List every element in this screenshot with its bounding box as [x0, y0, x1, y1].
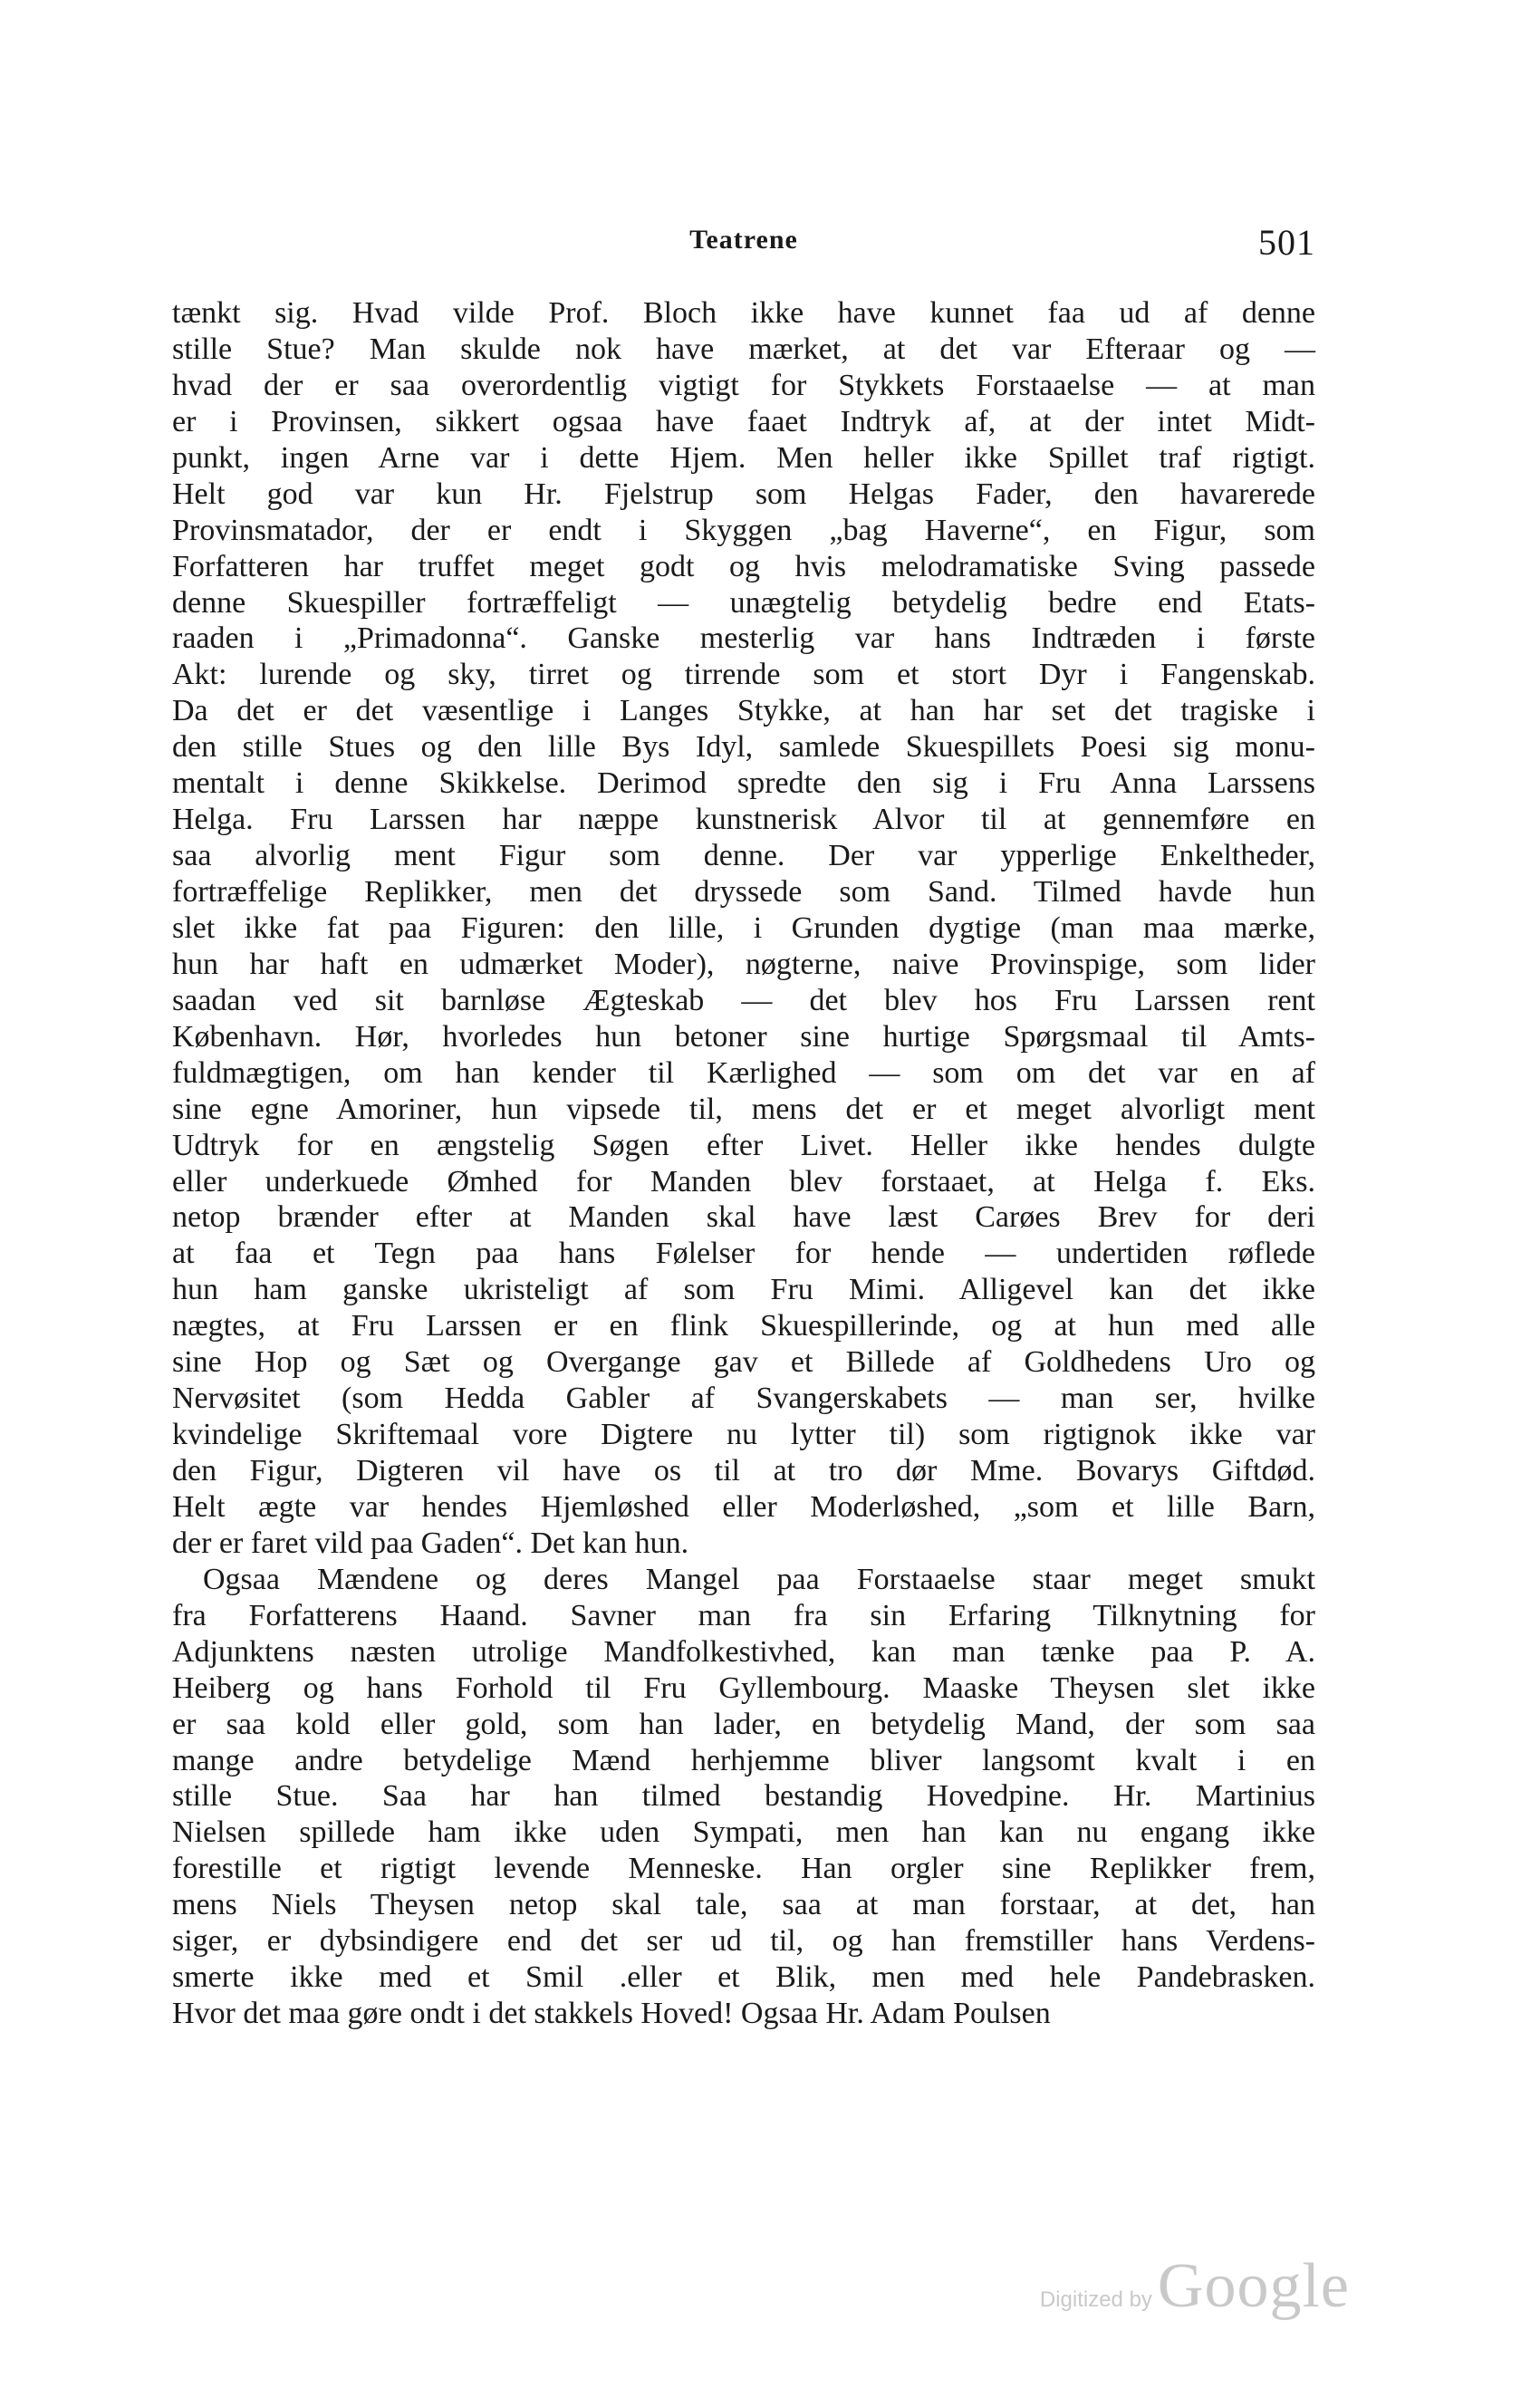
text-line: sine Hop og Sæt og Overgange gav et Billede af Goldhedens Uro og — [172, 1345, 1315, 1380]
text-line: raaden i „Primadonna“. Ganske mesterlig var hans Indtræden i første — [172, 621, 1315, 656]
text-line: tænkt sig. Hvad vilde Prof. Bloch ikke have kunnet faa ud af denne — [172, 296, 1315, 330]
running-title: Teatrene — [689, 225, 798, 255]
text-line: stille Stue? Man skulde nok have mærket, at det var Efteraar og — — [172, 332, 1315, 366]
text-line: kvindelige Skriftemaal vore Digtere nu lytter til) som rigtignok ikke var — [172, 1418, 1315, 1452]
watermark-prefix: Digitized by — [1039, 2287, 1152, 2312]
text-line: Helga. Fru Larssen har næppe kunstnerisk Alvor til at gennemføre en — [172, 803, 1315, 837]
text-line: mange andre betydelige Mænd herhjemme bliver langsomt kvalt i en — [172, 1743, 1315, 1777]
text-line: Heiberg og hans Forhold til Fru Gyllembourg. Maaske Theysen slet ikke — [172, 1670, 1315, 1705]
text-line: Ogsaa Mændene og deres Mangel paa Forstaaelse staar meget smukt — [203, 1562, 1315, 1596]
text-line: fra Forfatterens Haand. Savner man fra sin Erfaring Tilknytning for — [172, 1598, 1315, 1632]
running-head — [172, 221, 1315, 272]
text-line: Adjunktens næsten utrolige Mandfolkestivhed, kan man tænke paa P. A. — [172, 1634, 1315, 1669]
text-line: Helt god var kun Hr. Fjelstrup som Helgas Fader, den havarerede — [172, 477, 1315, 511]
text-line: der er faret vild paa Gaden“. Det kan hun. — [172, 1526, 689, 1560]
google-logo-text: Google — [1157, 2251, 1350, 2321]
text-line: nægtes, at Fru Larssen er en flink Skuespillerinde, og at hun med alle — [172, 1309, 1315, 1343]
text-line: Da det er det væsentlige i Langes Stykke, at han har set det tragiske i — [172, 694, 1315, 728]
text-line: Helt ægte var hendes Hjemløshed eller Moderløshed, „som et lille Barn, — [172, 1489, 1315, 1524]
text-line: Akt: lurende og sky, tirret og tirrende som et stort Dyr i Fangenskab. — [172, 658, 1315, 692]
text-line: hun ham ganske ukristeligt af som Fru Mimi. Alligevel kan det ikke — [172, 1273, 1315, 1307]
digitized-by-google-watermark — [1040, 2250, 1350, 2323]
text-line: sine egne Amoriner, hun vipsede til, mens det er et meget alvorligt ment — [172, 1092, 1315, 1126]
text-line: mentalt i denne Skikkelse. Derimod spredte den sig i Fru Anna Larssens — [172, 766, 1315, 801]
text-line: Nervøsitet (som Hedda Gabler af Svangerskabets — man ser, hvilke — [172, 1382, 1315, 1416]
text-line: Hvor det maa gøre ondt i det stakkels Hoved! Ogsaa Hr. Adam Poulsen — [172, 1997, 1051, 2031]
text-line: saa alvorlig ment Figur som denne. Der var ypperlige Enkeltheder, — [172, 839, 1315, 873]
text-line: Udtryk for en ængstelig Søgen efter Livet. Heller ikke hendes dulgte — [172, 1128, 1315, 1162]
text-line: forestille et rigtigt levende Menneske. Han orgler sine Replikker frem, — [172, 1852, 1315, 1886]
paragraph — [172, 295, 1315, 1562]
text-line: netop brænder efter at Manden skal have læst Carøes Brev for deri — [172, 1200, 1315, 1235]
body-text — [172, 295, 1315, 2032]
text-line: hvad der er saa overordentlig vigtigt for Stykkets Forstaaelse — at man — [172, 368, 1315, 402]
text-line: at faa et Tegn paa hans Følelser for hende — undertiden røflede — [172, 1237, 1315, 1271]
text-line: fuldmægtigen, om han kender til Kærlighed — som om det var en af — [172, 1055, 1315, 1090]
text-line: mens Niels Theysen netop skal tale, saa at man forstaar, at det, han — [172, 1888, 1315, 1922]
text-line: saadan ved sit barnløse Ægteskab — det blev hos Fru Larssen rent — [172, 983, 1315, 1017]
text-line: punkt, ingen Arne var i dette Hjem. Men heller ikke Spillet traf rigtigt. — [172, 440, 1315, 475]
text-line: stille Stue. Saa har han tilmed bestandig Hovedpine. Hr. Martinius — [172, 1779, 1315, 1814]
text-line: eller underkuede Ømhed for Manden blev forstaaet, at Helga f. Eks. — [172, 1164, 1315, 1199]
page-number: 501 — [1258, 222, 1315, 263]
text-line: København. Hør, hvorledes hun betoner sine hurtige Spørgsmaal til Amts- — [172, 1019, 1315, 1054]
text-line: Nielsen spillede ham ikke uden Sympati, men han kan nu engang ikke — [172, 1815, 1315, 1850]
paragraph — [172, 1562, 1315, 2032]
text-line: Provinsmatador, der er endt i Skyggen „bag Haverne“, en Figur, som — [172, 513, 1315, 547]
text-line: siger, er dybsindigere end det ser ud til, og han fremstiller hans Verdens- — [172, 1924, 1315, 1959]
text-line: er saa kold eller gold, som han lader, en betydelig Mand, der som saa — [172, 1707, 1315, 1741]
text-line: Forfatteren har truffet meget godt og hvis melodramatiske Sving passede — [172, 549, 1315, 583]
text-line: den Figur, Digteren vil have os til at tro dør Mme. Bovarys Giftdød. — [172, 1454, 1315, 1488]
text-line: slet ikke fat paa Figuren: den lille, i Grunden dygtige (man maa mærke, — [172, 910, 1315, 945]
text-line: fortræffelige Replikker, men det dryssede som Sand. Tilmed havde hun — [172, 875, 1315, 909]
text-line: denne Skuespiller fortræffeligt — unægtelig betydelig bedre end Etats- — [172, 585, 1315, 620]
text-line: er i Provinsen, sikkert ogsaa have faaet Indtryk af, at der intet Midt- — [172, 404, 1315, 438]
text-line: den stille Stues og den lille Bys Idyl, samlede Skuespillets Poesi sig monu- — [172, 730, 1315, 765]
text-line: hun har haft en udmærket Moder), nøgterne, naive Provinspige, som lider — [172, 947, 1315, 981]
text-line: smerte ikke med et Smil .eller et Blik, men med hele Pandebrasken. — [172, 1960, 1315, 1995]
